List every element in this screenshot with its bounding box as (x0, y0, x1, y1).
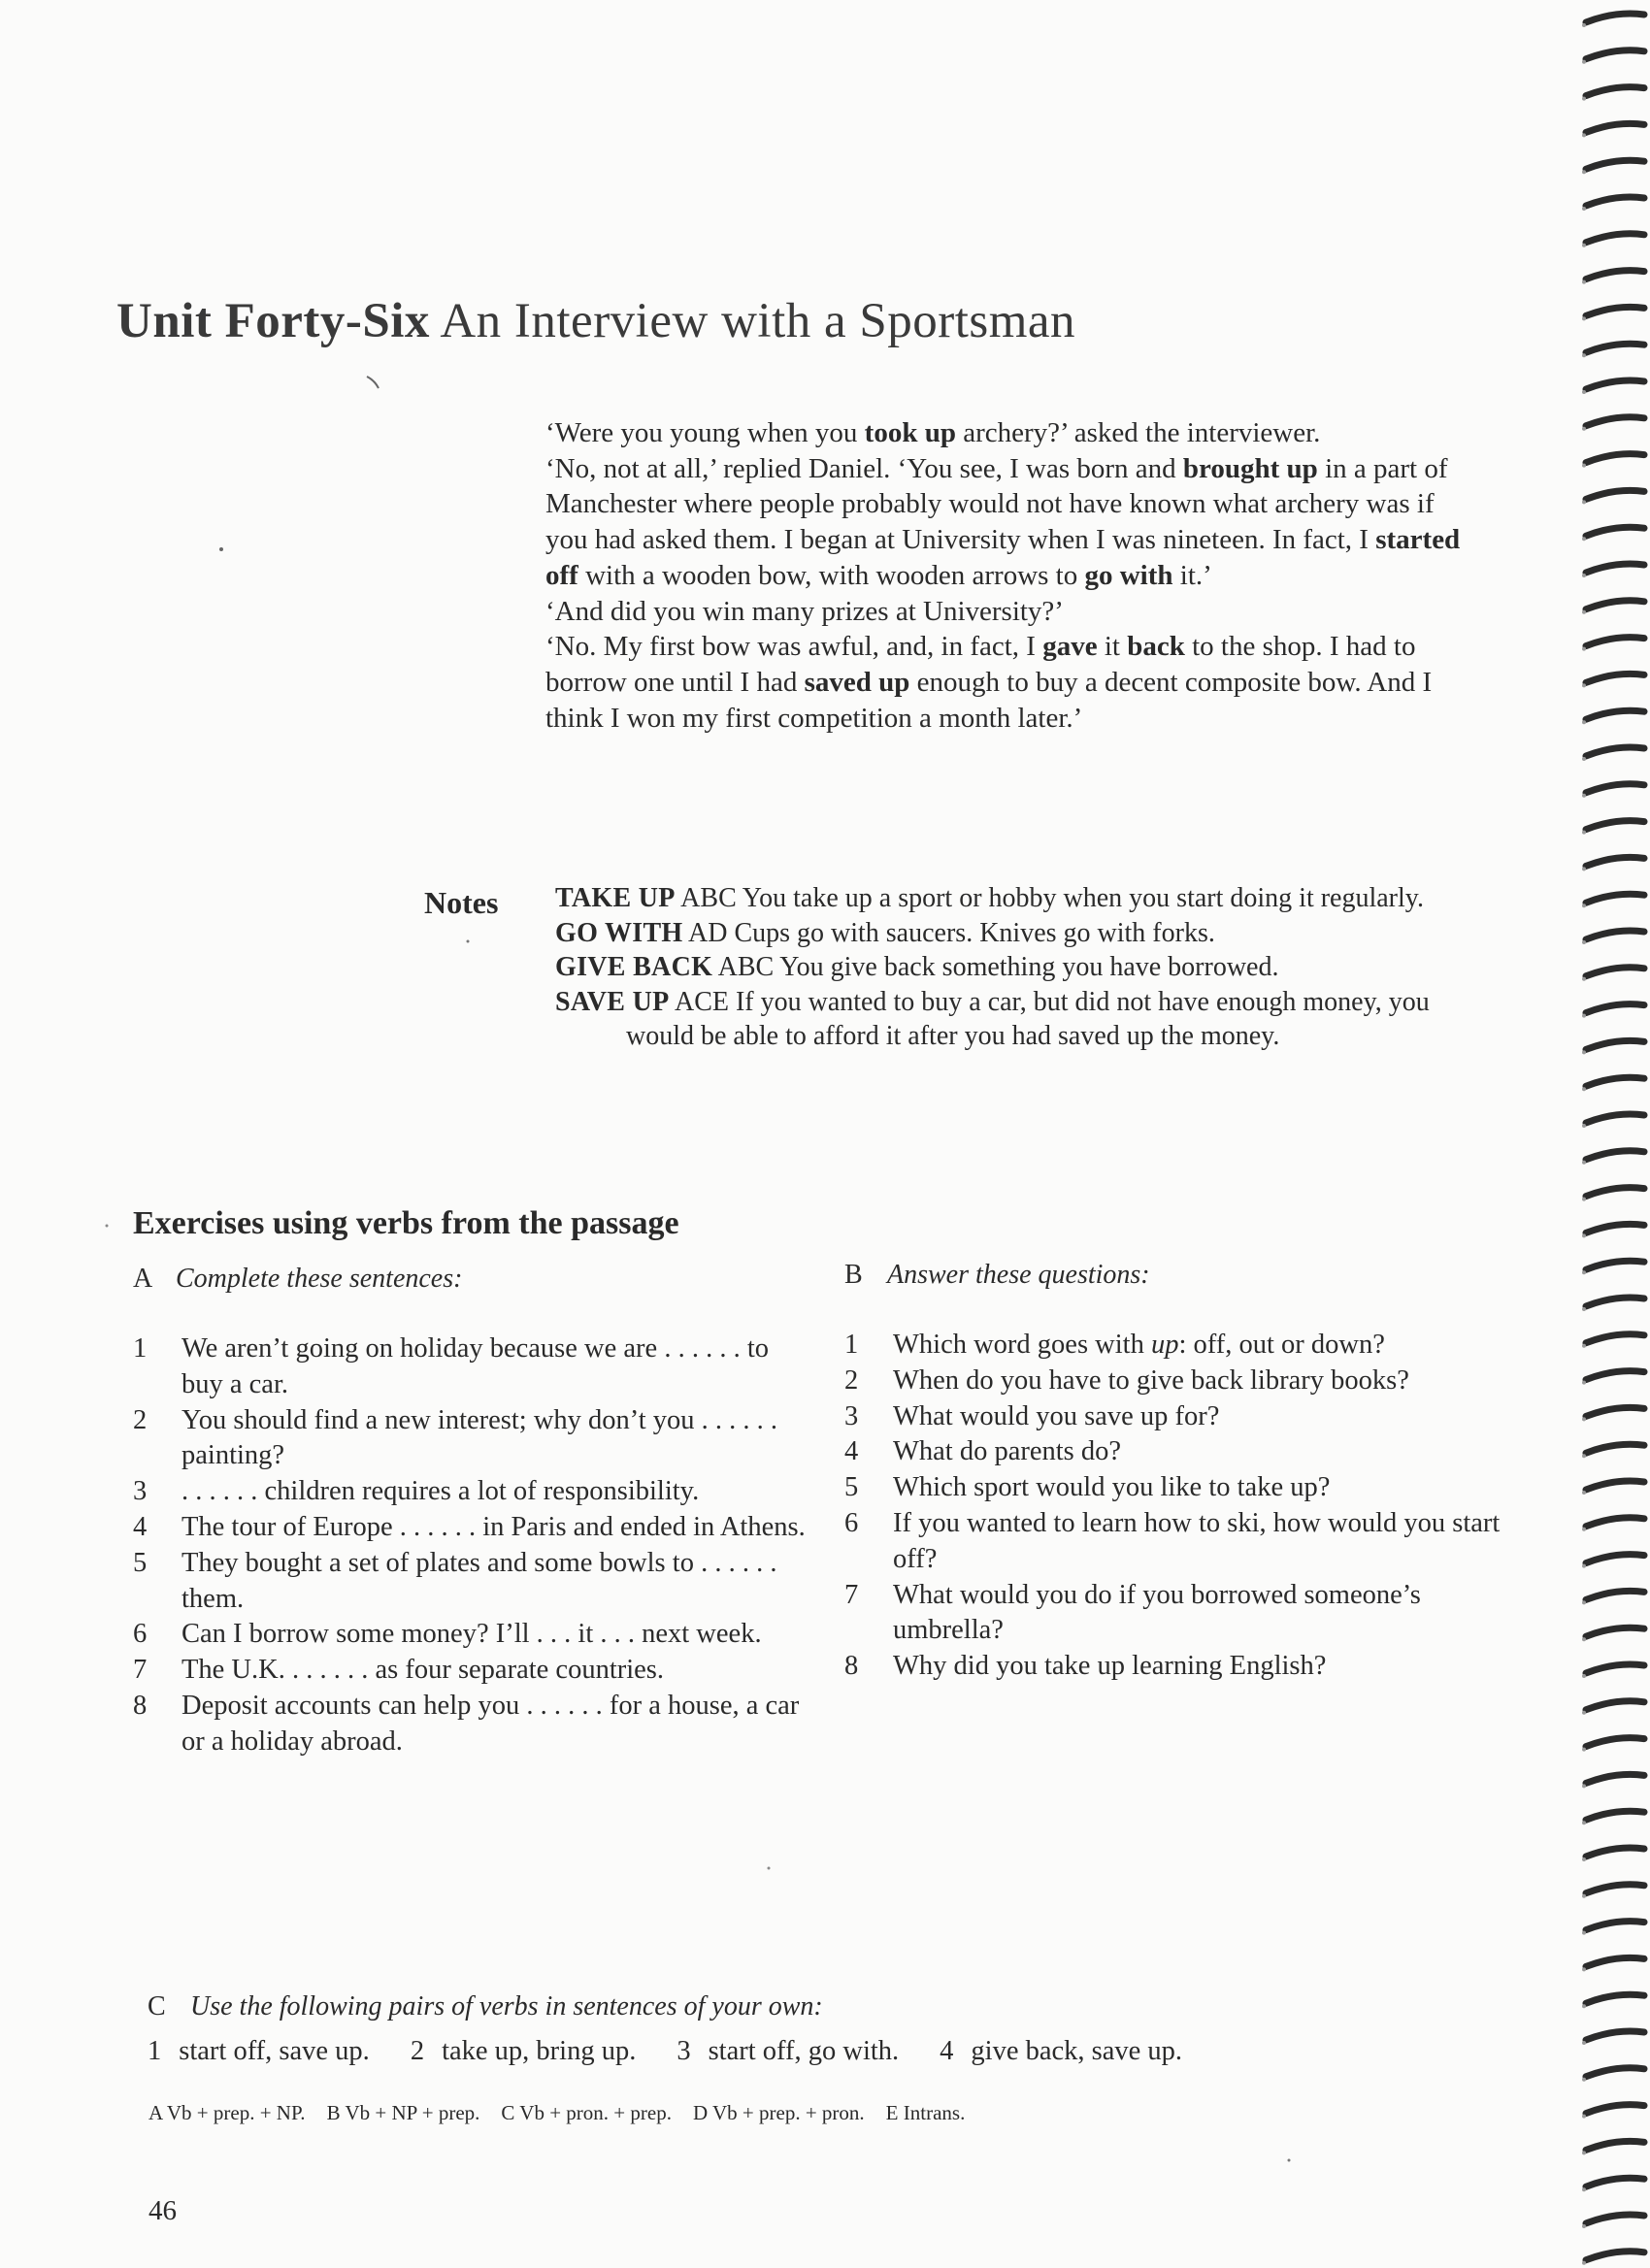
punch-hole (1582, 2224, 1586, 2228)
spiral-coil (1586, 1555, 1644, 1563)
note-codes: ACE (674, 986, 729, 1017)
passage-text: ‘Were you young when you (545, 417, 865, 448)
spiral-coil (1586, 1188, 1644, 1197)
item-number: 3 (133, 1476, 148, 1507)
spiral-coil (1586, 1627, 1644, 1636)
spiral-coil (1586, 14, 1644, 22)
item-text: start off, save up. (179, 2036, 370, 2066)
exercise-b-instruction: Answer these questions: (887, 1260, 1150, 1290)
spiral-coil (1586, 2252, 1644, 2260)
note-term: TAKE UP (555, 883, 676, 913)
item-text (893, 1328, 1524, 1364)
item-number: 2 (410, 2036, 425, 2066)
spiral-coil (1586, 857, 1644, 866)
spiral-coil (1586, 1994, 1644, 2003)
punch-hole (1582, 1417, 1586, 1421)
spiral-coil (1586, 821, 1644, 830)
exercise-a-letter: A (133, 1264, 153, 1294)
spiral-coil (1586, 674, 1644, 682)
item-number: 4 (940, 2036, 954, 2066)
punch-hole (1582, 23, 1586, 27)
legend-entry: E Intrans. (885, 2101, 966, 2124)
punch-hole (1582, 464, 1586, 468)
punch-hole (1582, 794, 1586, 798)
item-number: 5 (844, 1472, 859, 1503)
punch-hole (1582, 2187, 1586, 2191)
legend-entry: D Vb + prep. + pron. (692, 2101, 865, 2124)
note-item (555, 916, 1487, 951)
punch-hole (1582, 500, 1586, 504)
item-text: give back, save up. (971, 2036, 1183, 2066)
exercise-b-letter: B (844, 1260, 863, 1290)
phrasal-verb: took up (864, 417, 956, 448)
exercise-a-item (133, 1689, 812, 1760)
punch-hole (1582, 1637, 1586, 1641)
item-text-part: What do parents do? (893, 1436, 1122, 1467)
item-text-italic: up (1150, 1330, 1179, 1360)
exercise-a-header (133, 1264, 812, 1295)
exercises-heading: Exercises using verbs from the passage (133, 1205, 679, 1241)
punch-hole (1582, 1454, 1586, 1458)
spiral-coil (1586, 1114, 1644, 1123)
passage-paragraph (545, 415, 1477, 451)
spiral-coil (1586, 1774, 1644, 1783)
legend-entry: C Vb + pron. + prep. (501, 2101, 672, 2124)
spiral-coil (1586, 1040, 1644, 1049)
punch-hole (1582, 940, 1586, 944)
punch-hole (1582, 170, 1586, 174)
item-text (893, 1399, 1524, 1435)
phrasal-verb: back (1127, 631, 1185, 663)
note-text: Cups go with saucers. Knives go with forks. (734, 917, 1215, 948)
punch-hole (1582, 1491, 1586, 1495)
exercise-b-item (844, 1364, 1524, 1399)
note-item (555, 881, 1487, 916)
punch-hole (1582, 427, 1586, 431)
spiral-coil (1586, 1885, 1644, 1893)
punch-hole (1582, 1931, 1586, 1935)
spiral-coil (1586, 1848, 1644, 1857)
item-text: . . . . . . children requires a lot of responsibility. (182, 1476, 700, 1507)
spiral-coil (1586, 1077, 1644, 1086)
item-text (893, 1364, 1524, 1399)
legend-entry: A Vb + prep. + NP. (148, 2101, 306, 2124)
punch-hole (1582, 757, 1586, 761)
spiral-coil (1586, 1518, 1644, 1527)
punch-hole (1582, 1307, 1586, 1311)
item-text: start off, go with. (708, 2036, 900, 2066)
phrasal-verb: gave (1042, 631, 1098, 663)
item-number: 4 (133, 1511, 148, 1542)
punch-hole (1582, 1894, 1586, 1898)
punch-hole (1582, 2078, 1586, 2082)
exercise-c-list (148, 2036, 1506, 2067)
passage-text: with a wooden bow, with wooden arrows to (578, 559, 1085, 591)
exercise-b-list (844, 1328, 1524, 1685)
spiral-coil (1586, 894, 1644, 903)
spiral-coil (1586, 1664, 1644, 1673)
punch-hole (1582, 280, 1586, 284)
spiral-coil (1586, 2141, 1644, 2150)
passage-text: ‘No. My first bow was awful, and, in fact, I (545, 631, 1043, 663)
punch-hole (1582, 353, 1586, 357)
spiral-coil (1586, 1444, 1644, 1453)
item-number: 8 (133, 1690, 148, 1721)
unit-title (116, 293, 1075, 349)
exercise-b-item (844, 1328, 1524, 1364)
spiral-coil (1586, 1407, 1644, 1416)
item-text: They bought a set of plates and some bowls to . . . . . . them. (182, 1547, 777, 1614)
item-number: 1 (133, 1333, 148, 1364)
spiral-coil (1586, 490, 1644, 499)
note-text: If you wanted to buy a car, but did not have enough money, you would be able to afford it after you had saved up the money. (626, 986, 1430, 1051)
spiral-coil (1586, 87, 1644, 96)
exercise-b (844, 1260, 1524, 1685)
spiral-coil (1586, 417, 1644, 426)
punch-hole (1582, 977, 1586, 981)
punch-hole (1582, 1967, 1586, 1971)
punch-hole (1582, 1381, 1586, 1385)
spiral-coil (1586, 1701, 1644, 1710)
item-number: 8 (844, 1651, 859, 1682)
exercise-c-header (148, 1991, 1506, 2022)
spiral-coil (1586, 271, 1644, 279)
punch-hole (1582, 610, 1586, 614)
punch-hole (1582, 1050, 1586, 1054)
spiral-coil (1586, 2105, 1644, 2114)
spiral-coil (1586, 2031, 1644, 2040)
legend-entry: B Vb + NP + prep. (326, 2101, 480, 2124)
item-text-part: Why did you take up learning English? (893, 1651, 1327, 1682)
note-term: SAVE UP (555, 986, 670, 1017)
passage-paragraph (545, 629, 1477, 736)
punch-hole (1582, 647, 1586, 651)
exercise-b-item (844, 1506, 1524, 1578)
spiral-coil (1586, 968, 1644, 976)
exercise-c-item (148, 2036, 370, 2066)
punch-hole (1582, 1198, 1586, 1201)
spiral-coil (1586, 601, 1644, 609)
spiral-coil (1586, 123, 1644, 132)
punch-hole (1582, 2261, 1586, 2265)
item-number: 6 (133, 1619, 148, 1650)
note-text: You give back something you have borrowed. (779, 952, 1279, 982)
item-number: 1 (148, 2036, 162, 2066)
punch-hole (1582, 316, 1586, 320)
exercise-a-item (133, 1546, 812, 1618)
punch-hole (1582, 867, 1586, 871)
spiral-coil (1586, 2178, 1644, 2186)
exercise-a-item (133, 1474, 812, 1510)
item-text: Can I borrow some money? I’ll . . . it . . . next week. (182, 1619, 762, 1650)
passage-text: archery?’ asked the interviewer. (955, 417, 1321, 448)
punch-hole (1582, 2151, 1586, 2154)
punch-hole (1582, 1857, 1586, 1861)
spiral-coil (1586, 344, 1644, 352)
unit-title-number: Unit Forty-Six (116, 294, 430, 348)
exercise-a-item (133, 1653, 812, 1689)
punch-hole (1582, 1748, 1586, 1752)
spiral-coil (1586, 931, 1644, 939)
spiral-coil (1586, 1591, 1644, 1599)
note-codes: ABC (717, 952, 775, 982)
punch-hole (1582, 1711, 1586, 1715)
spiral-coil (1586, 1298, 1644, 1306)
item-text (893, 1506, 1524, 1578)
item-number: 2 (844, 1364, 859, 1396)
item-text (893, 1470, 1524, 1506)
item-number: 3 (676, 2036, 691, 2066)
punch-hole (1582, 1344, 1586, 1348)
note-item (555, 985, 1487, 1054)
spiral-coil (1586, 2068, 1644, 2077)
item-text-part: When do you have to give back library books? (893, 1364, 1409, 1396)
punch-hole (1582, 683, 1586, 687)
passage-text: ‘And did you win many prizes at University?’ (545, 595, 1064, 627)
spiral-coil (1586, 160, 1644, 169)
exercise-b-item (844, 1470, 1524, 1506)
phrasal-verb: started off (545, 524, 1461, 591)
note-term: GO WITH (555, 917, 683, 948)
punch-hole (1582, 904, 1586, 907)
item-text-part: Which sport would you like to take up? (893, 1472, 1331, 1503)
spiral-coil (1586, 1334, 1644, 1343)
exercise-a-item (133, 1403, 812, 1475)
spiral-coil (1586, 1371, 1644, 1380)
item-text: take up, bring up. (442, 2036, 637, 2066)
punch-hole (1582, 1087, 1586, 1091)
spiral-coil (1586, 50, 1644, 59)
phrasal-verb: saved up (804, 666, 910, 698)
item-text-part: If you wanted to learn how to ski, how would you start off? (893, 1507, 1501, 1574)
spiral-binding (1582, 0, 1650, 2268)
item-number: 1 (844, 1330, 859, 1360)
page-number: 46 (148, 2195, 177, 2226)
item-text: The U.K. . . . . . . as four separate countries. (182, 1655, 665, 1686)
spiral-coil (1586, 454, 1644, 463)
exercise-a-item (133, 1617, 812, 1653)
punch-hole (1582, 2041, 1586, 2045)
item-text: The tour of Europe . . . . . . in Paris and ended in Athens. (182, 1511, 806, 1542)
punch-hole (1582, 390, 1586, 394)
passage-text: in a part of Manchester where people probably would not have known what archery was if you had asked them. I began at University when I was nineteen. In fact, I (545, 452, 1448, 556)
item-text (893, 1434, 1524, 1470)
passage-text: ‘No, not at all,’ replied Daniel. ‘You see, I was born and (545, 452, 1183, 484)
punch-hole (1582, 1564, 1586, 1568)
spiral-coil (1586, 1957, 1644, 1966)
spiral-coil (1586, 784, 1644, 793)
passage-text: it (1097, 631, 1128, 663)
punch-hole (1582, 1161, 1586, 1165)
punch-hole (1582, 1270, 1586, 1274)
exercise-b-item (844, 1649, 1524, 1685)
spiral-coil (1586, 747, 1644, 756)
item-number: 6 (844, 1507, 859, 1538)
note-text: You take up a sport or hobby when you start doing it regularly. (742, 883, 1424, 913)
exercise-b-header (844, 1260, 1524, 1291)
spiral-coil (1586, 564, 1644, 573)
spiral-coil (1586, 1224, 1644, 1233)
punch-hole (1582, 2004, 1586, 2008)
exercise-a (133, 1264, 812, 1760)
exercise-a-item (133, 1510, 812, 1546)
spiral-coil (1586, 2215, 1644, 2223)
punch-hole (1582, 1600, 1586, 1604)
notes-label: Notes (424, 885, 499, 920)
spiral-coil (1586, 1004, 1644, 1013)
exercise-c-item (411, 2036, 637, 2066)
spiral-coil (1586, 197, 1644, 206)
exercise-a-list (133, 1331, 812, 1760)
item-text (893, 1578, 1524, 1650)
punch-hole (1582, 60, 1586, 64)
punch-hole (1582, 1784, 1586, 1788)
item-number: 5 (133, 1547, 148, 1578)
passage-paragraph (545, 594, 1477, 630)
note-codes: ABC (680, 883, 737, 913)
note-term: GIVE BACK (555, 952, 713, 982)
item-text: You should find a new interest; why don’t you . . . . . . painting? (182, 1404, 778, 1471)
punch-hole (1582, 1821, 1586, 1824)
exercise-a-instruction: Complete these sentences: (176, 1264, 463, 1294)
passage-text: enough to buy a decent composite bow. And I think I won my first competition a month later.’ (545, 666, 1433, 734)
item-text-part: What would you save up for? (893, 1400, 1220, 1431)
spiral-coil (1586, 638, 1644, 646)
passage-text: it.’ (1172, 559, 1212, 591)
exercise-c-item (940, 2036, 1182, 2066)
item-text-part: Which word goes with (893, 1330, 1151, 1360)
item-text-part: : off, out or down? (1178, 1330, 1385, 1360)
exercise-b-item (844, 1399, 1524, 1435)
punch-hole (1582, 133, 1586, 137)
spiral-coil (1586, 1481, 1644, 1490)
spiral-coil (1586, 1151, 1644, 1160)
passage-paragraph (545, 451, 1477, 594)
exercise-b-item (844, 1578, 1524, 1650)
punch-hole (1582, 1233, 1586, 1237)
item-text (893, 1649, 1524, 1685)
spiral-coil (1586, 1922, 1644, 1930)
spiral-coil (1586, 1261, 1644, 1269)
spiral-coil (1586, 234, 1644, 243)
item-text-part: What would you do if you borrowed someone’s umbrella? (893, 1579, 1421, 1646)
exercise-c-letter: C (148, 1991, 166, 2021)
punch-hole (1582, 207, 1586, 211)
note-codes: AD (687, 917, 728, 948)
exercise-c-instruction: Use the following pairs of verbs in sentences of your own: (190, 1991, 823, 2021)
spiral-coil (1586, 710, 1644, 719)
item-number: 3 (844, 1400, 859, 1431)
spiral-coil (1586, 527, 1644, 536)
exercise-b-item (844, 1434, 1524, 1470)
item-text: We aren’t going on holiday because we are . . . . . . to buy a car. (182, 1333, 769, 1399)
item-number: 2 (133, 1404, 148, 1435)
item-number: 7 (133, 1655, 148, 1686)
notes-list (555, 881, 1487, 1054)
punch-hole (1582, 831, 1586, 835)
punch-hole (1582, 720, 1586, 724)
punch-hole (1582, 244, 1586, 247)
grammar-legend (148, 2101, 986, 2125)
exercise-c (148, 1991, 1506, 2067)
passage-text: to the shop. I had to borrow one until I had (545, 631, 1416, 698)
punch-hole (1582, 97, 1586, 101)
phrasal-verb: go with (1084, 559, 1173, 591)
punch-hole (1582, 1674, 1586, 1678)
unit-title-text: An Interview with a Sportsman (440, 294, 1076, 348)
phrasal-verb: brought up (1182, 452, 1318, 484)
item-text: Deposit accounts can help you . . . . . . for a house, a car or a holiday abroad. (182, 1690, 800, 1757)
punch-hole (1582, 1124, 1586, 1128)
punch-hole (1582, 1528, 1586, 1531)
item-number: 4 (844, 1436, 859, 1467)
spiral-coil (1586, 1738, 1644, 1747)
punch-hole (1582, 537, 1586, 541)
spiral-coil (1586, 1811, 1644, 1820)
punch-hole (1582, 574, 1586, 577)
exercise-a-item (133, 1331, 812, 1403)
note-item (555, 950, 1487, 985)
spiral-coil (1586, 307, 1644, 315)
spiral-coil (1586, 380, 1644, 389)
punch-hole (1582, 1014, 1586, 1018)
punch-hole (1582, 2115, 1586, 2119)
exercise-c-item (676, 2036, 899, 2066)
reading-passage (545, 415, 1477, 736)
item-number: 7 (844, 1579, 859, 1610)
